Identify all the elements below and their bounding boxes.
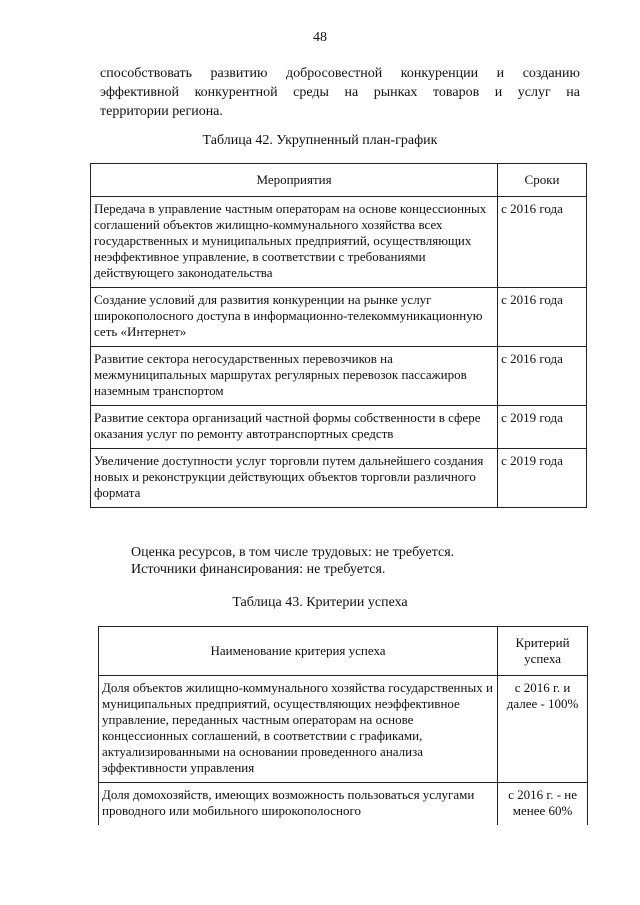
table-row: [91, 347, 587, 406]
criterion-value-cell: с 2016 г. - не менее 60%: [498, 783, 588, 826]
table-row: [99, 783, 588, 826]
column-header-events: Мероприятия: [91, 164, 498, 197]
table-row: [91, 449, 587, 508]
event-cell: Передача в управление частным операторам на основе концессионных соглашений объектов жилищно-коммунального хозяйства всех государственных и муниципальных предприятий, осуществляющих неэффективное управление, в соответствии с требованиями действующего законодательства: [91, 197, 498, 288]
intro-line: эффективной конкурентной среды на рынках товаров и услуг на: [100, 85, 580, 100]
term-cell: с 2016 года: [498, 197, 587, 288]
intro-line: способствовать развитию добросовестной конкуренции и созданию: [100, 66, 580, 81]
event-cell: Развитие сектора организаций частной формы собственности в сфере оказания услуг по ремонту автотранспортных средств: [91, 406, 498, 449]
column-header-terms: Сроки: [498, 164, 587, 197]
column-header-name: Наименование критерия успеха: [99, 627, 498, 676]
table-row: [91, 197, 587, 288]
criterion-value-cell: с 2016 г. и далее - 100%: [498, 676, 588, 783]
table-row: [99, 676, 588, 783]
resources-note: Оценка ресурсов, в том числе трудовых: не требуется.: [131, 545, 455, 560]
page-number: 48: [313, 30, 327, 45]
schedule-table: [90, 163, 587, 508]
event-cell: Увеличение доступности услуг торговли путем дальнейшего создания новых и реконструкции действующих объектов торговли различного формата: [91, 449, 498, 508]
intro-paragraph: [100, 64, 580, 121]
table-42-caption: Таблица 42. Укрупненный план-график: [202, 133, 438, 148]
term-cell: с 2016 года: [498, 288, 587, 347]
event-cell: Развитие сектора негосударственных перевозчиков на межмуниципальных маршрутах регулярных перевозок пассажиров наземным транспортом: [91, 347, 498, 406]
event-cell: Создание условий для развития конкуренции на рынке услуг широкополосного доступа в информационно-телекоммуникационную сеть «Интернет»: [91, 288, 498, 347]
intro-line: территории региона.: [100, 104, 223, 119]
term-cell: с 2019 года: [498, 406, 587, 449]
table-row: [91, 288, 587, 347]
table-row: [91, 406, 587, 449]
term-cell: с 2019 года: [498, 449, 587, 508]
criterion-name-cell: Доля объектов жилищно-коммунального хозяйства государственных и муниципальных предприятий, осуществляющих неэффективное управление, переданных частным операторам на основе концессионных соглашений, в соответствии с графиками, актуализированными на основании проведенного анализа эффективности управления: [99, 676, 498, 783]
notes-block: [131, 544, 454, 578]
column-header-criterion: Критерий успеха: [498, 627, 588, 676]
table-header-row: [91, 164, 587, 197]
criterion-name-cell: Доля домохозяйств, имеющих возможность пользоваться услугами проводного или мобильного широкополосного: [99, 783, 498, 826]
table-header-row: [99, 627, 588, 676]
table-43-caption: Таблица 43. Критерии успеха: [232, 595, 408, 610]
funding-note: Источники финансирования: не требуется.: [131, 562, 386, 577]
term-cell: с 2016 года: [498, 347, 587, 406]
success-criteria-table: [98, 626, 588, 825]
